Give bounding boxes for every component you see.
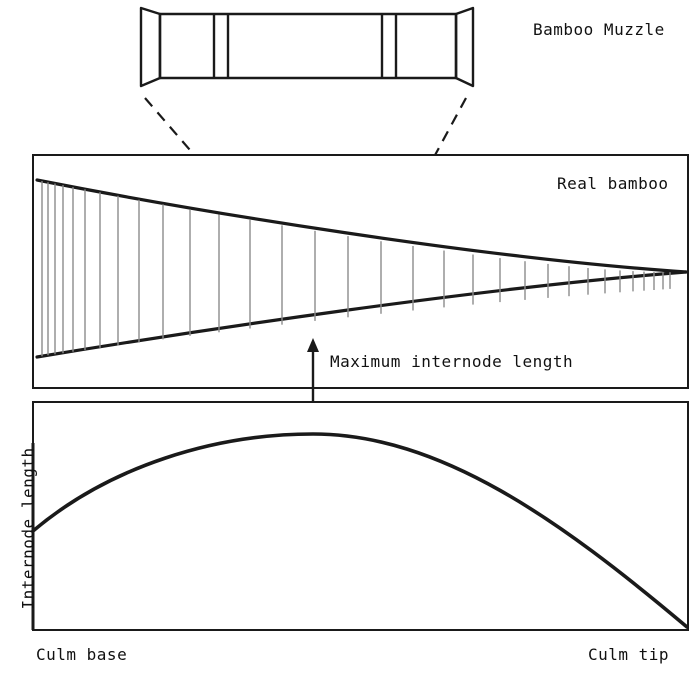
axis-label-culm-tip: Culm tip: [588, 645, 670, 664]
bamboo-muzzle-drawing: [141, 8, 473, 86]
bamboo-muzzle-title: Bamboo Muzzle: [533, 20, 665, 39]
axis-label-culm-base: Culm base: [36, 645, 128, 664]
real-bamboo-title: Real bamboo: [557, 174, 669, 193]
axis-label-internode-length: Internode length: [18, 447, 38, 610]
internode-length-plot: [33, 402, 688, 630]
max-internode-annotation: Maximum internode length: [330, 352, 574, 371]
